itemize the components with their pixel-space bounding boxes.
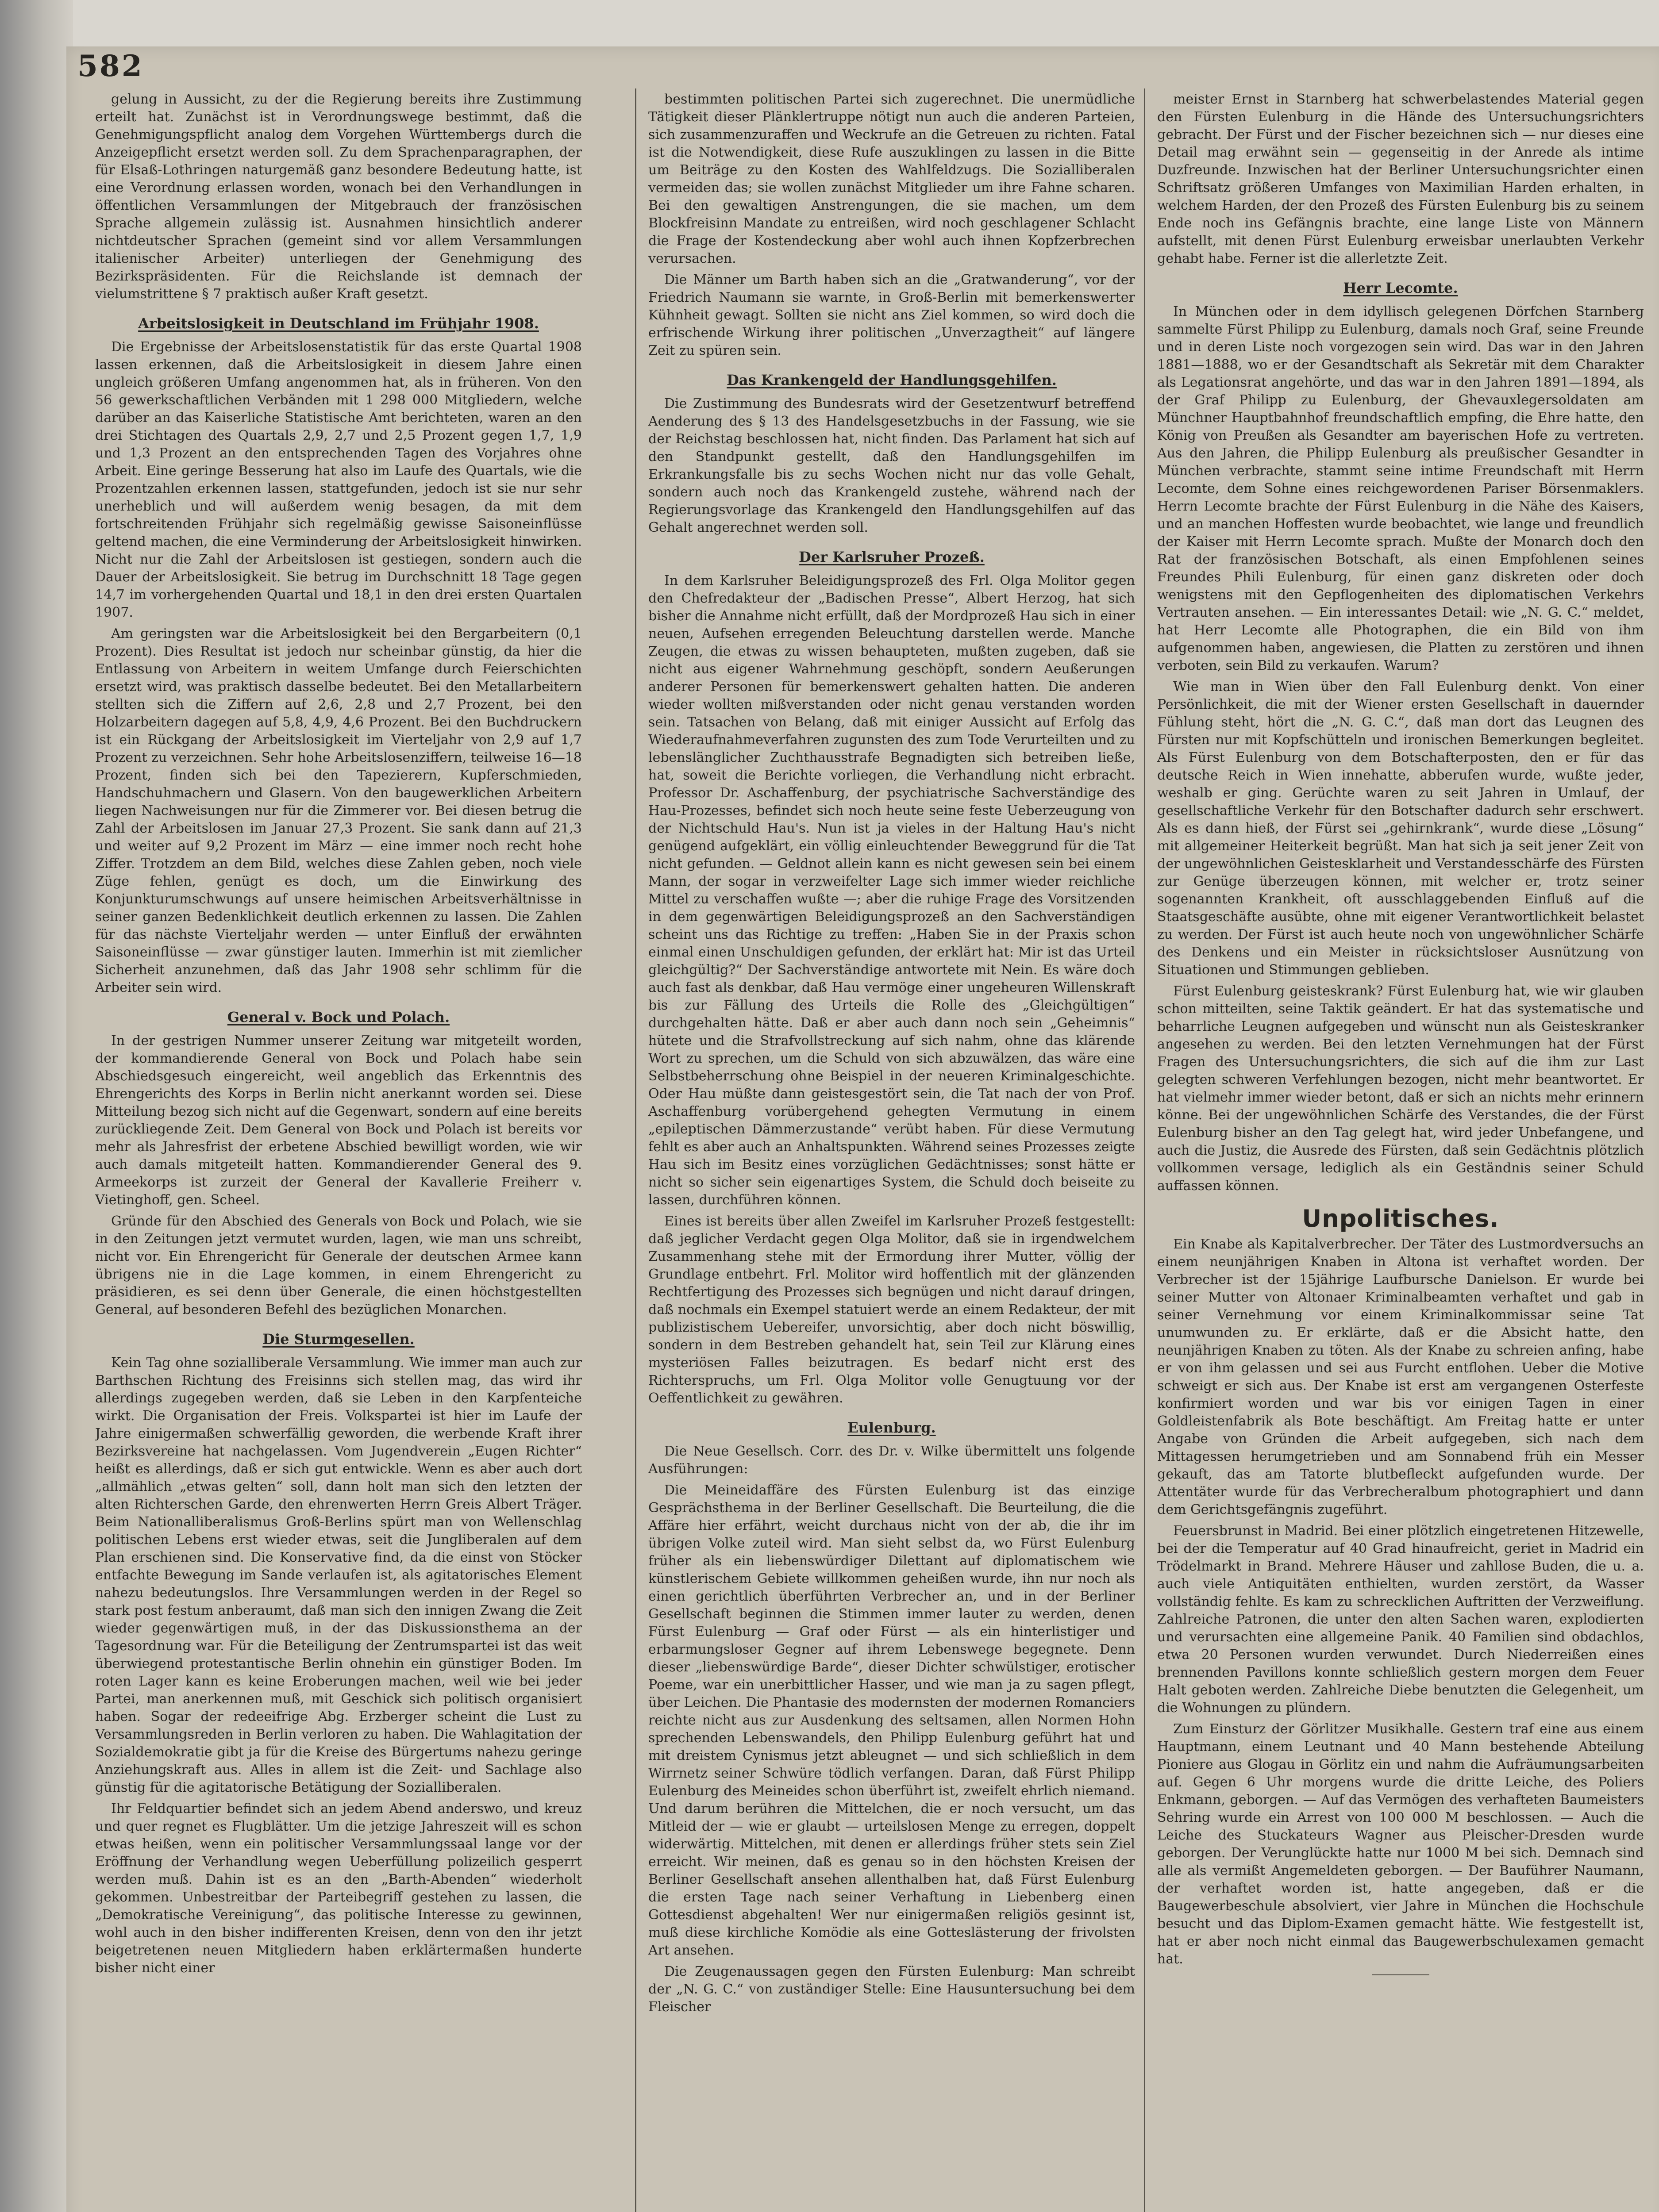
end-separator <box>1372 1974 1429 1975</box>
paragraph: Die Meineidaffäre des Fürsten Eulenburg ist das einzige Gesprächsthema in der Berliner Gesellschaft. Die Beurteilung, die die Affäre hier erfährt, weicht durchaus nicht von der ab, die ihr im übrigen Volke zuteil wird. Man sieht selbst da, wo Fürst Eulenburg früher als ein liebenswürdiger Dilettant auf diplomatischem wie künstlerischem Gebiete willkommen geheißen wurde, ihn nur noch als einen gerichtlich überführten Verbrecher an, und in der Berliner Gesellschaft beginnen die Stimmen immer lauter zu werden, denen Fürst Eulenburg — Graf oder Fürst — als ein hinterlistiger und erbarmungsloser Gegner auf ihrem Lebenswege begegnete. Denn dieser „liebenswürdige Barde“, dieser Dichter schwülstiger, erotischer Poeme, war ein unerbittlicher Hasser, und wie man ja zu sagen pflegt, über Leichen. Die Phantasie des modernsten der modernen Romanciers reichte nicht aus zur Ausdenkung des seltsamen, allen Normen Hohn sprechenden Lebenswandels, den Philipp Eulenburg geführt hat und mit dreistem Cynismus jetzt ableugnet — und sich schließlich in dem Wirrnetz seiner Schwüre tödlich verfangen. Daran, daß Fürst Philipp Eulenburg des Meineides schon überführt ist, zweifelt ehrlich niemand. Und darum berühren die Mittelchen, die er noch versucht, um das Mitleid der — wie er glaubt — urteilslosen Menge zu erregen, doppelt widerwärtig. Mittelchen, mit denen er allerdings früher stets sein Ziel erreicht. Wir meinen, daß es genau so in den höchsten Kreisen der Berliner Gesellschaft ansehen allenthalben hat, daß Fürst Eulenburg die ersten Tage nach seiner Verhaftung in Liebenberg einen Gottesdienst abgehalten! Wer nur einigermaßen religiös gesinnt ist, muß diese kirchliche Komödie als eine Gotteslästerung der frivolsten Art ansehen. <box>648 1482 1135 1958</box>
column-2 <box>648 91 1135 2212</box>
paragraph: Kein Tag ohne sozialliberale Versammlung. Wie immer man auch zur Barthschen Richtung des Freisinns sich stellen mag, das wird ihr allerdings zugegeben werden, daß sie Leben in den Karpfenteiche wirkt. Die Organisation der Freis. Volkspartei ist hier im Laufe der Jahre einigermaßen schwerfällig geworden, die werbende Kraft ihrer Bezirksvereine hat nachgelassen. Vom Jugendverein „Eugen Richter“ heißt es allerdings, daß er sich gut entwickle. Wenn es aber auch dort „allmählich „etwas gelten“ soll, dann holt man sich den letzten der alten Richterschen Garde, den ehrenwerten Herrn Greis Albert Träger. Beim Nationalliberalismus Groß-Berlins spürt man von Wellenschlag politischen Lebens erst wieder etwas, seit die Jungliberalen auf dem Plan erschienen sind. Die Konservative find, da die einst von Stöcker entfachte Bewegung im Sande verlaufen ist, als agitatorisches Element nahezu bedeutungslos. Ihre Versammlungen werden in der Regel so stark post festum anberaumt, daß man sich den innigen Zwang die Zeit wieder gegenwärtigen muß, in der das Diskussionsthema an der Tagesordnung war. Für die Beteiligung der Zentrumspartei ist das weit überwiegend protestantische Berlin ohnehin ein günstiger Boden. Im roten Lager kann es keine Eroberungen machen, weil wie bei jeder Partei, man anerkennen muß, mit Geschick sich politisch organisiert haben. Sogar der redeeifrige Abg. Erzberger scheint die Lust zu Versammlungsreden in Berlin verloren zu haben. Die Wahlagitation der Sozialdemokratie gibt ja für die Kreise des Bürgertums nahezu geringe Anziehungskraft aus. Alles in allem ist die Zeit- und Sachlage also günstig für die agitatorische Betätigung der Sozialliberalen. <box>95 1355 582 1795</box>
paragraph: Ihr Feldquartier befindet sich an jedem Abend anderswo, und kreuz und quer regnet es Flugblätter. Um die jetzige Jahreszeit will es schon etwas heißen, wenn ein politischer Versammlungssaal lange vor der Eröffnung der Verhandlung wegen Ueberfüllung polizeilich gesperrt werden muß. Dahin ist es an den „Barth-Abenden“ wiederholt gekommen. Unbestreitbar der Parteibegriff gestehen zu lassen, die „Demokratische Vereinigung“, das politische Interesse zu gewinnen, wohl auch in den bisher indifferenten Kreisen, denn von den ihr jetzt beigetretenen neuen Mitgliedern haben erklärtermaßen hunderte bisher nicht einer <box>95 1801 582 1976</box>
paragraph: In der gestrigen Nummer unserer Zeitung war mitgeteilt worden, der kommandierende General von Bock und Polach habe sein Abschiedsgesuch eingereicht, weil angeblich das Erkenntnis des Ehrengerichts des Korps in Berlin nicht anerkannt worden sei. Diese Mitteilung bezog sich nicht auf die Gegenwart, sondern auf eine bereits zurückliegende Zeit. Dem General von Bock und Polach ist bereits vor mehr als Jahresfrist der erbetene Abschied bewilligt worden, wie wir auch damals mitgeteilt hatten. Kommandierender General des 9. Armeekorps ist zurzeit der General der Kavallerie Freiherr v. Vietinghoff, gen. Scheel. <box>95 1033 582 1208</box>
paragraph: Fürst Eulenburg geisteskrank? Fürst Eulenburg hat, wie wir glauben schon mitteilten, seine Taktik geändert. Er hat das systematische und beharrliche Leugnen aufgegeben und wünscht nun als Geisteskranker angesehen zu werden. Bei den letzten Vernehmungen hat der Fürst Fragen des Untersuchungsrichters, die sich auf die ihm zur Last gelegten schweren Verfehlungen bezogen, nicht mehr beantwortet. Er hat vielmehr immer wieder betont, daß er sich an nichts mehr erinnern könne. Bei der ungewöhnlichen Schärfe des Verstandes, die der Fürst Eulenburg bisher an den Tag gelegt hat, wird jeder Unbefangene, und auch die Justiz, die Ausrede des Fürsten, daß sein Gedächtnis plötzlich vollkommen versage, lediglich als ein Geständnis seiner Schuld auffassen können. <box>1157 983 1644 1194</box>
paragraph: Die Neue Gesellsch. Corr. des Dr. v. Wilke übermittelt uns folgende Ausführungen: <box>648 1444 1135 1477</box>
paragraph: bestimmten politischen Partei sich zugerechnet. Die unermüdliche Tätigkeit dieser Plänklertruppe nötigt nun auch die anderen Parteien, sich zusammenzuraffen und Weckrufe an die Getreuen zu richten. Fatal ist die Notwendigkeit, diese Rufe auszuklingen zu lassen in die Bitte um Beiträge zu den Kosten des Wahlfeldzugs. Die Sozialliberalen vermeiden das; sie wollen zunächst Mitglieder um ihre Fahne scharen. Bei den gewaltigen Anstrengungen, die sie machen, um dem Blockfreisinn Mandate zu entreißen, wird noch geschlagener Schlacht die Frage der Kostendeckung aber wohl auch ihnen Kopfzerbrechen verursachen. <box>648 92 1135 266</box>
paragraph: Die Zustimmung des Bundesrats wird der Gesetzentwurf betreffend Aenderung des § 13 des Handelsgesetzbuchs in der Fassung, wie sie der Reichstag beschlossen hat, nicht finden. Das Parlament hat sich auf den Standpunkt gestellt, daß den Handlungsgehilfen im Erkrankungsfalle bis zu sechs Wochen nicht nur das volle Gehalt, sondern auch noch das Krankengeld zustehe, während nach der Regierungsvorlage das Krankengeld den Handlungsgehilfen auf das Gehalt angerechnet werden soll. <box>648 396 1135 535</box>
paragraph: Zum Einsturz der Görlitzer Musikhalle. Gestern traf eine aus einem Hauptmann, einem Leutnant und 40 Mann bestehende Abteilung Pioniere aus Glogau in Görlitz ein und nahm die Aufräumungsarbeiten auf. Gegen 6 Uhr morgens wurde die dritte Leiche, des Poliers Enkmann, geborgen. — Auf das Vermögen des verhafteten Baumeisters Sehring wurde ein Arrest von 100 000 M beschlossen. — Auch die Leiche des Stuckateurs Wagner aus Pleischer-Dresden wurde geborgen. Der Verunglückte hatte nur 1000 M bei sich. Demnach sind alle als vermißt Angemeldeten geborgen. — Der Bauführer Naumann, der verhaftet worden ist, hatte angegeben, daß er die Baugewerbeschule absolviert, vier Jahre in München die Hochschule besucht und das Diplom-Examen gemacht hätte. Wie festgestellt ist, hat er aber noch nicht einmal das Baugewerbschulexamen gemacht hat. <box>1157 1721 1644 1967</box>
article-heading: Eulenburg. <box>847 1419 936 1436</box>
article-heading: Arbeitslosigkeit in Deutschland im Frühjahr 1908. <box>138 315 539 332</box>
column-rule-right <box>1144 88 1145 2212</box>
column-rule-left <box>635 88 636 2212</box>
paragraph: Eines ist bereits über allen Zweifel im Karlsruher Prozeß festgestellt: daß jeglicher Verdacht gegen Olga Molitor, daß sie in irgendwelchem Zusammenhang stehe mit der Ermordung ihrer Mutter, völlig der Grundlage entbehrt. Frl. Molitor wird hoffentlich mit der glänzenden Rechtfertigung des Prozesses sich begnügen und nicht darauf dringen, daß nochmals ein Exempel statuiert werde an einem Redakteur, der mit publizistischem Uebereifer, unvorsichtig, aber doch nicht böswillig, sondern in dem Bestreben gehandelt hat, sein Teil zur Klärung eines mysteriösen Falles beizutragen. Es bedarf nicht erst des Richterspruchs, um Frl. Olga Molitor volle Genugtuung vor der Oeffentlichkeit zu gewähren. <box>648 1214 1135 1406</box>
article-heading: Der Karlsruher Prozeß. <box>799 549 985 565</box>
paragraph: Gründe für den Abschied des Generals von Bock und Polach, wie sie in den Zeitungen jetzt vermutet wurden, lagen, wie man uns schreibt, nicht vor. Ein Ehrengericht für Generale der deutschen Armee kann übrigens nie in die Lage kommen, in einem Ehrengericht zu präsidieren, es sei denn über Generale, die einen höchstgestellten General, auf besonderen Befehl des bezüglichen Monarchen. <box>95 1214 582 1317</box>
page-number: 582 <box>77 49 144 83</box>
paragraph: Wie man in Wien über den Fall Eulenburg denkt. Von einer Persönlichkeit, die mit der Wiener ersten Gesellschaft in dauernder Fühlung steht, hört die „N. G. C.“, daß man dort das Leugnen des Fürsten nur mit Kopfschütteln und ironischen Bemerkungen begleitet. Als Fürst Eulenburg von dem Botschafterposten, den er für das deutsche Reich in Wien innehatte, abberufen wurde, wußte jeder, weshalb er ging. Gerüchte waren zu seit Jahren in Umlauf, der gesellschaftliche Verkehr für den Botschafter dadurch sehr erschwert. Als es dann hieß, der Fürst sei „gehirnkrank“, wurde diese „Lösung“ mit allgemeiner Heiterkeit begrüßt. Man hat sich ja seit jener Zeit von der ungewöhnlichen Geistesklarheit und Verstandesschärfe des Fürsten zur Genüge überzeugen können, mit welcher er, trotz seiner sogenannten Krankheit, oft ausschlaggebenden Einfluß auf die Staatsgeschäfte ausübte, ohne mit eigener Verantwortlichkeit belastet zu werden. Der Fürst ist auch heute noch von ungewöhnlicher Schärfe des Denkens und ein Meister in rücksichtsloser Ausnützung von Situationen und Stimmungen geblieben. <box>1157 679 1644 978</box>
paragraph: meister Ernst in Starnberg hat schwerbelastendes Material gegen den Fürsten Eulenburg in die Hände des Untersuchungsrichters gebracht. Der Fürst und der Fischer bezeichnen sich — nur dieses eine Detail mag erwähnt sein — gegenseitig in der Anrede als intime Duzfreunde. Inzwischen hat der Berliner Untersuchungsrichter einen Schriftsatz größeren Umfanges von Maximilian Harden erhalten, in welchem Harden, der den Prozeß des Fürsten Eulenburg bis zu seinem Ende noch ins Gefängnis brachte, eine lange Liste von Männern aufstellt, mit denen Fürst Eulenburg erweisbar unerlaubten Verkehr gehabt habe. Ferner ist die allerletzte Zeit. <box>1157 92 1644 266</box>
paragraph: gelung in Aussicht, zu der die Regierung bereits ihre Zustimmung erteilt hat. Zunächst ist in Verordnungswege bestimmt, daß die Genehmigungspflicht analog dem Vorgehen Württembergs durch die Anzeigepflicht ersetzt werden soll. Zu dem Sprachenparagraphen, der für Elsaß-Lothringen naturgemäß ganz besondere Bedeutung hatte, ist eine Verordnung erlassen worden, wonach bei den Verhandlungen in öffentlichen Versammlungen der Mitgebrauch der französischen Sprache allgemein zulässig ist. Ausnahmen hinsichtlich anderer nichtdeutscher Sprachen (gemeint sind vor allem Versammlungen italienischer Arbeiter) unterliegen der Genehmigung des Bezirkspräsidenten. Für die Reichslande ist demnach der vielumstrittene § 7 praktisch außer Kraft gesetzt. <box>95 92 582 302</box>
paragraph: Die Männer um Barth haben sich an die „Gratwanderung“, vor der Friedrich Naumann sie warnte, in Groß-Berlin mit bemerkenswerter Kühnheit gewagt. Sollten sie nicht ans Ziel kommen, so wird doch die erfrischende Wirkung ihrer politischen „Unverzagtheit“ auf längere Zeit zu spüren sein. <box>648 272 1135 358</box>
paragraph: Feuersbrunst in Madrid. Bei einer plötzlich eingetretenen Hitzewelle, bei der die Temperatur auf 40 Grad hinaufreicht, geriet in Madrid ein Trödelmarkt in Brand. Mehrere Häuser und zahllose Buden, die u. a. auch viele Antiquitäten enthielten, wurden zerstört, da Wasser vollständig fehlte. Es kam zu schrecklichen Auftritten der Verzweiflung. Zahlreiche Patronen, die unter den alten Sachen waren, explodierten und verursachten eine allgemeine Panik. 40 Familien sind obdachlos, etwa 20 Personen wurden verwundet. Durch Niederreißen eines brennenden Pavillons konnte schließlich gestern morgen dem Feuer Halt geboten werden. Zahlreiche Diebe benutzten die Gelegenheit, um die Wohnungen zu plündern. <box>1157 1523 1644 1716</box>
section-heading: Unpolitisches. <box>1302 1205 1499 1233</box>
paragraph: Die Ergebnisse der Arbeitslosenstatistik für das erste Quartal 1908 lassen erkennen, daß die Arbeitslosigkeit in diesem Jahre einen ungleich größeren Umfang angenommen hat, als in früheren. Von den 56 gewerkschaftlichen Verbänden mit 1 298 000 Mitgliedern, welche darüber an das Kaiserliche Statistische Amt berichteten, waren an den drei Stichtagen des Quartals 2,9, 2,7 und 2,5 Prozent gegen 1,7, 1,9 und 1,3 Prozent an den entsprechenden Tagen des Vorjahres ohne Arbeit. Eine geringe Besserung hat also im Laufe des Quartals, wie die Prozentzahlen erkennen lassen, stattgefunden, jedoch ist sie nur sehr unerheblich und will außerdem wenig besagen, da mit dem fortschreitenden Frühjahr sich regelmäßig gewisse Saisoneinflüsse geltend machen, die eine Verminderung der Arbeitslosigkeit hinwirken. Nicht nur die Zahl der Arbeitslosen ist gestiegen, sondern auch die Dauer der Arbeitslosigkeit. Sie betrug im Durchschnitt 18 Tage gegen 14,7 im vorhergehenden Quartal und 18,1 in den drei ersten Quartalen 1907. <box>95 339 582 620</box>
paragraph: In München oder in dem idyllisch gelegenen Dörfchen Starnberg sammelte Fürst Philipp zu Eulenburg, damals noch Graf, seine Freunde und in deren Liste noch vorgezogen sein wird. Das war in den Jahren 1881—1888, wo er der Gesandtschaft als Sekretär mit dem Charakter als Legationsrat angehörte, und das war in den Jahren 1891—1894, als der Graf Philipp zu Eulenburg, der Ghevauxlegersoldaten am Münchner Hauptbahnhof freundschaftlich empfing, die Ehre hatte, den König von Preußen als Gesandter am bayerischen Hofe zu vertreten. Aus den Jahren, die Philipp Eulenburg als preußischer Gesandter in München verbrachte, stammt seine intime Freundschaft mit Herrn Lecomte, dem Sohne eines reichgewordenen Pariser Börsenmaklers. Herrn Lecomte brachte der Fürst Eulenburg in die Nähe des Kaisers, und an manchen Hoffesten wurde beobachtet, wie lange und freundlich der Kaiser mit Herrn Lecomte sprach. Mußte der Monarch doch den Rat der französischen Botschaft, als einen Empfohlenen seines Freundes Phili Eulenburg, für einen ganz diskreten oder doch wenigstens mit den Gepflogenheiten des diplomatischen Verkehrs Vertrauten ansehen. — Ein interessantes Detail: wie „N. G. C.“ meldet, hat Herr Lecomte alle Photographen, die ein Bild von ihm aufgenommen haben, angewiesen, die Platten zu zerstören und ihnen verboten, sein Bild zu verkaufen. Warum? <box>1157 304 1644 673</box>
paragraph: Die Zeugenaussagen gegen den Fürsten Eulenburg: Man schreibt der „N. G. C.“ von zuständiger Stelle: Eine Hausuntersuchung bei dem Fleischer <box>648 1964 1135 2015</box>
column-3 <box>1157 91 1644 2212</box>
article-heading: Herr Lecomte. <box>1343 280 1458 296</box>
article-heading: Die Sturmgesellen. <box>262 1331 415 1348</box>
paragraph: In dem Karlsruher Beleidigungsprozeß des Frl. Olga Molitor gegen den Chefredakteur der „Badischen Presse“, Albert Herzog, hat sich bisher die Annahme nicht erfüllt, daß der Mordprozeß Hau sich in einer neuen, Aufsehen erregenden Beleuchtung darstellen werde. Manche Zeugen, die etwas zu wissen behaupteten, mußten zugeben, daß sie nicht aus eigener Wahrnehmung geschöpft, sondern Aeußerungen anderer Personen für bemerkenswert gehalten hatten. Die anderen wieder wollten mißverstanden oder nicht genau verstanden worden sein. Tatsachen von Belang, daß mit einiger Aussicht auf Erfolg das Wiederaufnahmeverfahren zugunsten des zum Tode Verurteilten und zu lebenslänglicher Zuchthausstrafe Begnadigten sich betreiben ließe, hat, soweit die Berichte vorliegen, die Verhandlung nicht erbracht. Professor Dr. Aschaffenburg, der psychiatrische Sachverständige des Hau-Prozesses, befindet sich noch heute seine feste Ueberzeugung von der Nichtschuld Hau's. Nun ist ja vieles in der Haltung Hau's nicht genügend aufgeklärt, ein völlig einleuchtender Beweggrund für die Tat nicht gefunden. — Geldnot allein kann es nicht gewesen sein bei einem Mann, der sogar in verzweifelter Lage sich immer wieder reichliche Mittel zu verschaffen wußte —; aber die ruhige Frage des Vorsitzenden in dem gegenwärtigen Beleidigungsprozeß an den Sachverständigen scheint uns das Richtige zu treffen: „Haben Sie in der Praxis schon einmal einen Unschuldigen gefunden, der erklärt hat: Mir ist das Urteil gleichgültig?“ Der Sachverständige antwortete mit Nein. Es wäre doch auch fast als denkbar, daß Hau vermöge einer ungeheuren Willenskraft bis zur Fällung des Urteils die Rolle des „Gleichgültigen“ durchgehalten hätte. Daß er aber auch dann noch sein „Geheimnis“ hütete und die Strafvollstreckung auf sich nahm, ohne das klärende Wort zu sprechen, um die Schuld von sich abzuwälzen, das wäre eine Selbstbeherrschung ohne Beispiel in der neueren Kriminalgeschichte. Oder Hau müßte dann geistesgestört sein, die Tat nach der von Prof. Aschaffenburg vorübergehend gehegten Vermutung in einem „epileptischen Dämmerzustande“ verübt haben. Für diese Vermutung fehlt es aber auch an Anhaltspunkten. Während seines Prozesses zeigte Hau sich im Besitz eines vorzüglichen Gedächtnisses; sonst hätte er nicht so sicher sein eigenartiges System, die Schuld doch beiseite zu lassen, durchführen können. <box>648 573 1135 1208</box>
book-spine <box>0 0 73 2212</box>
article-heading: General v. Bock und Polach. <box>227 1009 450 1025</box>
column-1 <box>95 91 582 2212</box>
paragraph: Am geringsten war die Arbeitslosigkeit bei den Bergarbeitern (0,1 Prozent). Dies Resultat ist jedoch nur scheinbar günstig, da hier die Entlassung von Arbeitern in weitem Umfange durch Feierschichten ersetzt wird, was praktisch dasselbe bedeutet. Bei den Metallarbeitern stellten sich die Ziffern auf 2,6, 2,8 und 2,7 Prozent, bei den Holzarbeitern dagegen auf 5,8, 4,9, 4,6 Prozent. Bei den Buchdruckern ist ein Rückgang der Arbeitslosigkeit im Vierteljahr von 2,9 auf 1,7 Prozent zu verzeichnen. Sehr hohe Arbeitslosenziffern, teilweise 16—18 Prozent, finden sich bei den Tapezierern, Kupferschmieden, Handschuhmachern und Glasern. Von den baugewerklichen Arbeitern liegen Nachweisungen nur für die Zimmerer vor. Bei diesen betrug die Zahl der Arbeitslosen im Januar 27,3 Prozent. Sie sank dann auf 21,3 und weiter auf 9,2 Prozent im März — eine immer noch recht hohe Ziffer. Trotzdem an dem Bild, welches diese Zahlen geben, noch viele Züge fehlen, genügt es doch, um die Einwirkung des Konjunkturumschwungs auf unsere heimischen Arbeitsverhältnisse in seiner ganzen Bedenklichkeit deutlich erkennen zu lassen. Die Zahlen für das nächste Vierteljahr werden — unter Einfluß der erwähnten Saisoneinflüsse — zwar günstiger lauten. Immerhin ist mit ziemlicher Sicherheit anzunehmen, daß das Jahr 1908 sehr schlimm für die Arbeiter sein wird. <box>95 626 582 995</box>
article-heading: Das Krankengeld der Handlungsgehilfen. <box>727 372 1057 388</box>
paragraph: Ein Knabe als Kapitalverbrecher. Der Täter des Lustmordversuchs an einem neunjährigen Knaben in Altona ist verhaftet worden. Der Verbrecher ist der 15jährige Laufbursche Danielson. Er wurde bei seiner Mutter von Altonaer Kriminalbeamten verhaftet und gab in seiner Vernehmung vor einem Kriminalkommissar seine Tat unumwunden zu. Er erklärte, daß er die Absicht hatte, den neunjährigen Knaben zu töten. Als der Knabe zu schreien anfing, habe er von ihm gelassen und sei aus Furcht entflohen. Ueber die Motive schweigt er sich aus. Der Knabe ist erst am vergangenen Osterfeste konfirmiert worden und war bis vor einigen Tagen in einer Goldleistenfabrik als Bote beschäftigt. Am Freitag hatte er unter Angabe von Gründen die Arbeit aufgegeben, sich nach dem Mittagessen herumgetrieben und am Sonnabend früh ein Messer gekauft, das am Tatorte blutbefleckt aufgefunden wurde. Der Attentäter wurde für das Verbrecheralbum photographiert und dann dem Gerichtsgefängnis zugeführt. <box>1157 1237 1644 1517</box>
